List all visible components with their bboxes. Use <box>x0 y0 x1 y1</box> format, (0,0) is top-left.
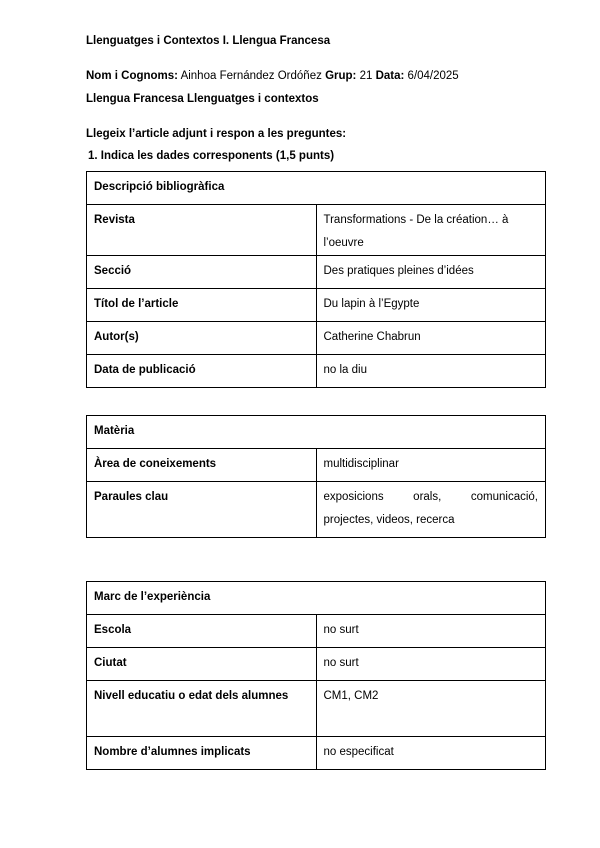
question-1: 1. Indica les dades corresponents (1,5 punts) <box>88 150 335 162</box>
row-value: Des pratiques pleines d’idées <box>316 256 546 289</box>
experience-table <box>86 581 546 770</box>
row-value: CM1, CM2 <box>316 681 546 737</box>
instructions-intro: Llegeix l’article adjunt i respon a les preguntes: <box>86 128 347 140</box>
row-label: Títol de l’article <box>87 289 317 322</box>
table-row <box>87 205 546 256</box>
bibliographic-table-title: Descripció bibliogràfica <box>87 172 546 205</box>
row-label: Autor(s) <box>87 322 317 355</box>
row-label: Àrea de coneixements <box>87 449 317 482</box>
table-row <box>87 615 546 648</box>
row-value: Catherine Chabrun <box>316 322 546 355</box>
row-label: Ciutat <box>87 648 317 681</box>
row-label: Secció <box>87 256 317 289</box>
date-value: 6/04/2025 <box>407 70 459 82</box>
experience-table-title: Marc de l’experiència <box>87 582 546 615</box>
row-value: exposicions orals, comunicació, projectes, videos, recerca <box>316 482 546 538</box>
row-value: Du lapin à l’Egypte <box>316 289 546 322</box>
row-value: no especificat <box>316 737 546 770</box>
bibliographic-table <box>86 171 546 388</box>
row-label: Nombre d’alumnes implicats <box>87 737 317 770</box>
name-label: Nom i Cognoms: <box>86 70 178 82</box>
row-label: Revista <box>87 205 317 256</box>
row-label: Paraules clau <box>87 482 317 538</box>
table-row <box>87 482 546 538</box>
table-row <box>87 256 546 289</box>
name-value: Ainhoa Fernández Ordóñez <box>180 70 322 82</box>
course-title: Llenguatges i Contextos I. Llengua Francesa <box>86 35 331 47</box>
table-row <box>87 648 546 681</box>
table-row <box>87 681 546 737</box>
table-row <box>87 355 546 388</box>
row-label: Nivell educatiu o edat dels alumnes <box>87 681 317 737</box>
subject-table-title: Matèria <box>87 416 546 449</box>
row-value: no surt <box>316 615 546 648</box>
subject-line: Llengua Francesa Llenguatges i contextos <box>86 93 319 105</box>
table-row <box>87 449 546 482</box>
row-label: Data de publicació <box>87 355 317 388</box>
student-info-line <box>86 70 459 82</box>
row-value: multidisciplinar <box>316 449 546 482</box>
row-value: no surt <box>316 648 546 681</box>
row-value: Transformations - De la création… à l’oeuvre <box>316 205 546 256</box>
table-row <box>87 289 546 322</box>
row-value: no la diu <box>316 355 546 388</box>
date-label: Data: <box>375 70 405 82</box>
group-value: 21 <box>359 70 373 82</box>
row-label: Escola <box>87 615 317 648</box>
table-row <box>87 737 546 770</box>
table-row <box>87 322 546 355</box>
group-label: Grup: <box>325 70 357 82</box>
subject-table <box>86 415 546 538</box>
